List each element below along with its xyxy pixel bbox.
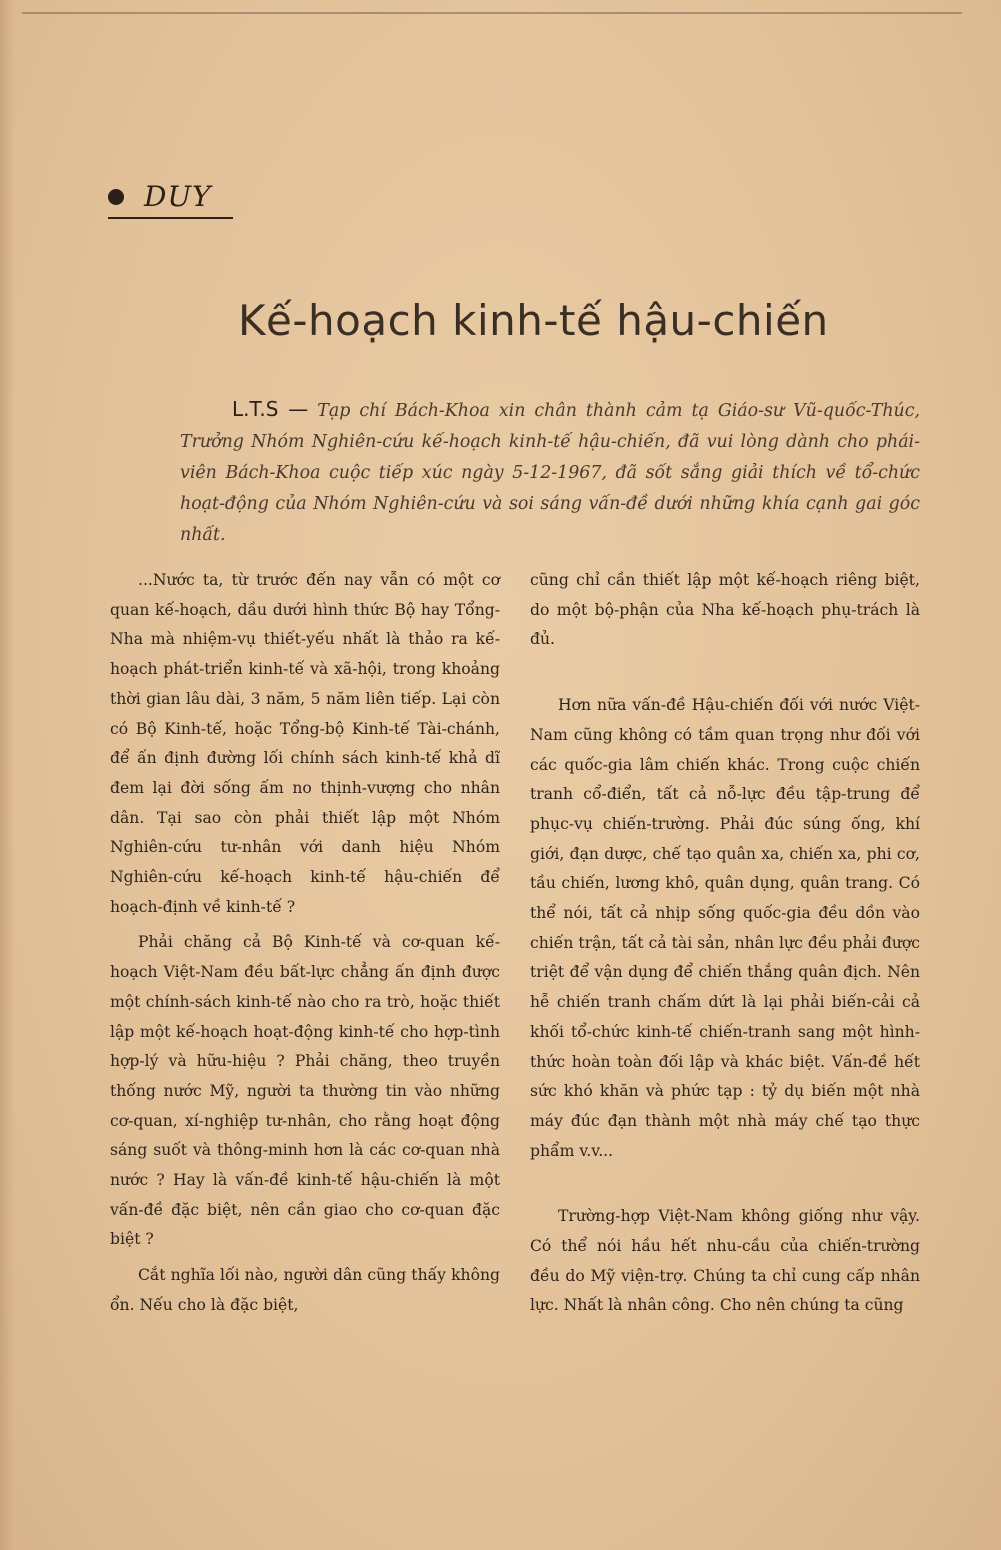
left-column — [110, 566, 500, 1321]
left-paragraph-3: Cắt nghĩa lối nào, người dân cũng thấy không ổn. Nếu cho là đặc biệt, — [110, 1266, 500, 1314]
bullet-icon — [108, 189, 124, 205]
page-edge-shadow — [0, 0, 14, 1550]
author-byline — [108, 180, 233, 219]
editor-note — [180, 394, 920, 551]
right-column — [530, 566, 920, 1321]
right-paragraph-2: Hơn nữa vấn-đề Hậu-chiến đối với nước Việt-Nam cũng không có tầm quan trọng như đối với các quốc-gia lâm chiến khác. Trong cuộc chiến tranh cổ-điển, tất cả nỗ-lực đều tập-trung để phục-vụ chiến-trường. Phải đúc súng ống, khí giới, đạn dược, chế tạo quân xa, chiến xa, phi cơ, tầu chiến, lương khô, quân dụng, quân trang. Có thể nói, tất cả nhịp sống quốc-gia đều dồn vào chiến trận, tất cả tài sản, nhân lực đều phải được triệt để vận dụng để chiến thắng quân địch. Nên hễ chiến tranh chấm dứt là lại phải biến-cải cả khối tổ-chức kinh-tế chiến-tranh sang một hình-thức hoàn toàn đối lập và khác biệt. Vấn-đề hết sức khó khăn và phức tạp : tỷ dụ biến một nhà máy đúc đạn thành một nhà máy chế tạo thực phẩm v.v... — [530, 696, 920, 1160]
author-name: DUY — [144, 180, 212, 213]
left-paragraph-1: ...Nước ta, từ trước đến nay vẫn có một cơ quan kế-hoạch, dầu dưới hình thức Bộ hay Tổng-Nha mà nhiệm-vụ thiết-yếu nhất là thảo ra kế-hoạch phát-triển kinh-tế và xã-hội, trong khoảng thời gian lâu dài, 3 năm, 5 năm liên tiếp. Lại còn có Bộ Kinh-tế, hoặc Tổng-bộ Kinh-tế Tài-chánh, để ấn định đường lối chính sách kinh-tế khả dĩ đem lại đời sống ấm no thịnh-vượng cho nhân dân. Tại sao còn phải thiết lập một Nhóm Nghiên-cứu tư-nhân với danh hiệu Nhóm Nghiên-cứu kế-hoạch kinh-tế hậu-chiến để hoạch-định về kinh-tế ? — [110, 571, 500, 916]
top-rule — [22, 12, 962, 14]
right-paragraph-3: Trường-hợp Việt-Nam không giống như vậy. Có thể nói hầu hết nhu-cầu của chiến-trường đều do Mỹ viện-trợ. Chúng ta chỉ cung cấp nhân lực. Nhất là nhân công. Cho nên chúng ta cũng — [530, 1207, 920, 1315]
left-paragraph-2: Phải chăng cả Bộ Kinh-tế và cơ-quan kế-hoạch Việt-Nam đều bất-lực chẳng ấn định được một chính-sách kinh-tế nào cho ra trò, hoặc thiết lập một kế-hoạch hoạt-động kinh-tế cho hợp-tình hợp-lý và hữu-hiệu ? Phải chăng, theo truyền thống nước Mỹ, người ta thường tin vào những cơ-quan, xí-nghiệp tư-nhân, cho rằng hoạt động sáng suốt và thông-minh hơn là các cơ-quan nhà nước ? Hay là vấn-đề kinh-tế hậu-chiến là một vấn-đề đặc biệt, nên cần giao cho cơ-quan đặc biệt ? — [110, 933, 500, 1249]
editor-note-label: L.T.S — — [232, 397, 309, 421]
editor-note-text: Tạp chí Bách-Khoa xin chân thành cảm tạ Giáo-sư Vũ-quốc-Thúc, Trưởng Nhóm Nghiên-cứu kế-hoạch kinh-tế hậu-chiến, đã vui lòng dành cho phái-viên Bách-Khoa cuộc tiếp xúc ngày 5-12-1967, đã sốt sắng giải thích về tổ-chức hoạt-động của Nhóm Nghiên-cứu và soi sáng vấn-đề dưới những khía cạnh gai góc nhất. — [180, 401, 920, 545]
right-paragraph-1: cũng chỉ cần thiết lập một kế-hoạch riêng biệt, do một bộ-phận của Nha kế-hoạch phụ-trách là đủ. — [530, 571, 920, 649]
article-title: Kế-hoạch kinh-tế hậu-chiến — [238, 296, 829, 346]
